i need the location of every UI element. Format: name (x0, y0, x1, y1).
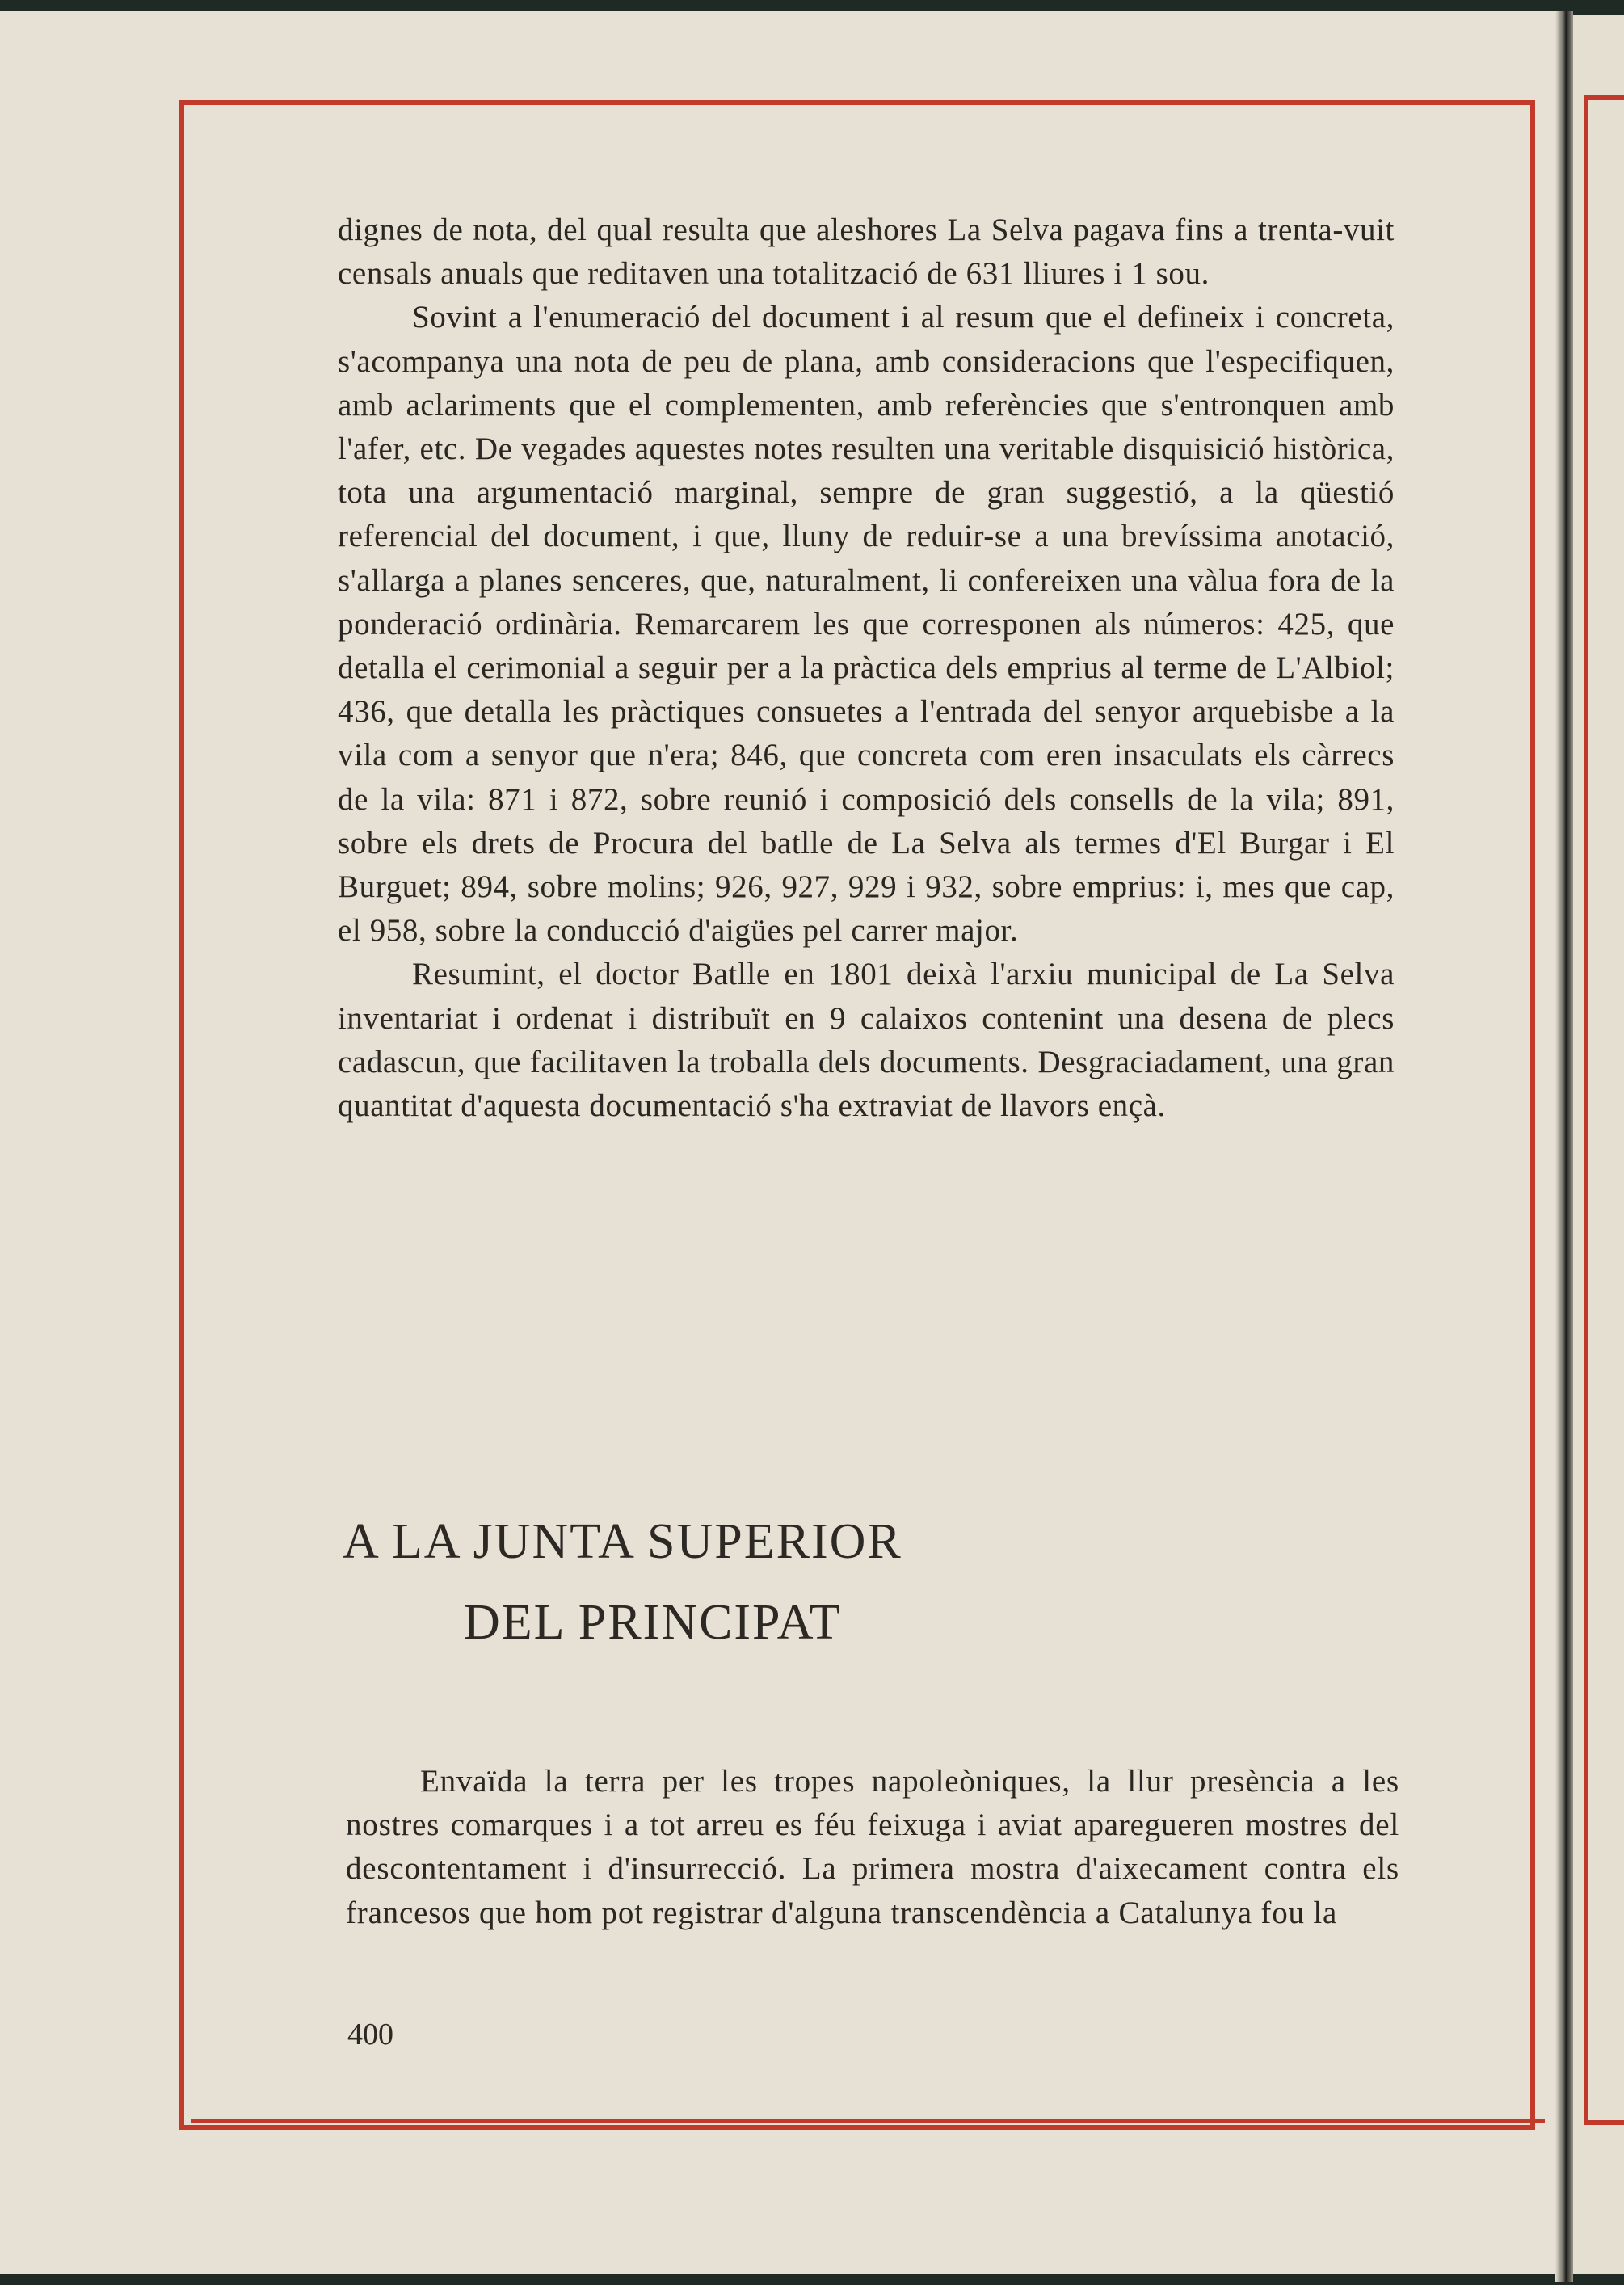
paragraph-3: Resumint, el doctor Batlle en 1801 deixà l'arxiu municipal de La Selva inventariat i ordenat i distribuït en 9 calaixos contenint una desena de plecs cadascun, que facilitaven la troballa dels documents. Desgraciadament, una gran quantitat d'aquesta documentació s'ha extraviat de llavors ençà. (338, 957, 1395, 1124)
heading-line-1: A LA JUNTA SUPERIOR (343, 1514, 902, 1569)
red-frame-bottom-rule (191, 2119, 1545, 2123)
heading-line-2: DEL PRINCIPAT (464, 1595, 842, 1650)
next-page-red-frame (1584, 95, 1624, 2125)
section-heading (343, 1501, 1409, 1663)
paragraph-2: Sovint a l'enumeració del document i al resum que el defineix i concreta, s'acompanya una nota de peu de plana, amb consideracions que l'especifiquen, amb aclariments que el complementen, amb referències que s'entronquen amb l'afer, etc. De vegades aquestes notes resulten una veritable disquisició històrica, tota una argumentació marginal, sempre de gran suggestió, a la qüestió referencial del document, i que, lluny de reduir-se a una brevíssima anotació, s'allarga a planes senceres, que, naturalment, li confereixen una vàlua fora de la ponderació ordinària. Remarcarem les que corresponen als números: 425, que detalla el cerimonial a seguir per a la pràctica dels emprius al terme de L'Albiol; 436, que detalla les pràctiques consuetes a l'entrada del senyor arquebisbe a la vila com a senyor que n'era; 846, que concreta com eren insaculats els càrrecs de la vila: 871 i 872, sobre reunió i composició dels consells de la vila; 891, sobre els drets de Procura del batlle de La Selva als termes d'El Burgar i El Burguet; 894, sobre molins; 926, 927, 929 i 932, sobre emprius: i, mes que cap, el 958, sobre la conducció d'aigües pel carrer major. (338, 300, 1395, 949)
body-text-bottom (346, 1760, 1399, 1935)
page-number: 400 (347, 2018, 393, 2051)
body-text-top (338, 208, 1395, 1128)
paragraph-4: Envaïda la terra per les tropes napoleòniques, la llur presència a les nostres comarques i a tot arreu es féu feixuga i aviat aparegueren mostres del descontentament i d'insurrecció. La primera mostra d'aixecament contra els francesos que hom pot registrar d'alguna transcendència a Catalunya fou la (346, 1764, 1399, 1930)
book-gutter (1555, 11, 1573, 2282)
paragraph-1: dignes de nota, del qual resulta que aleshores La Selva pagava fins a trenta-vuit censals anuals que reditaven una totalització de 631 lliures i 1 sou. (338, 213, 1395, 292)
